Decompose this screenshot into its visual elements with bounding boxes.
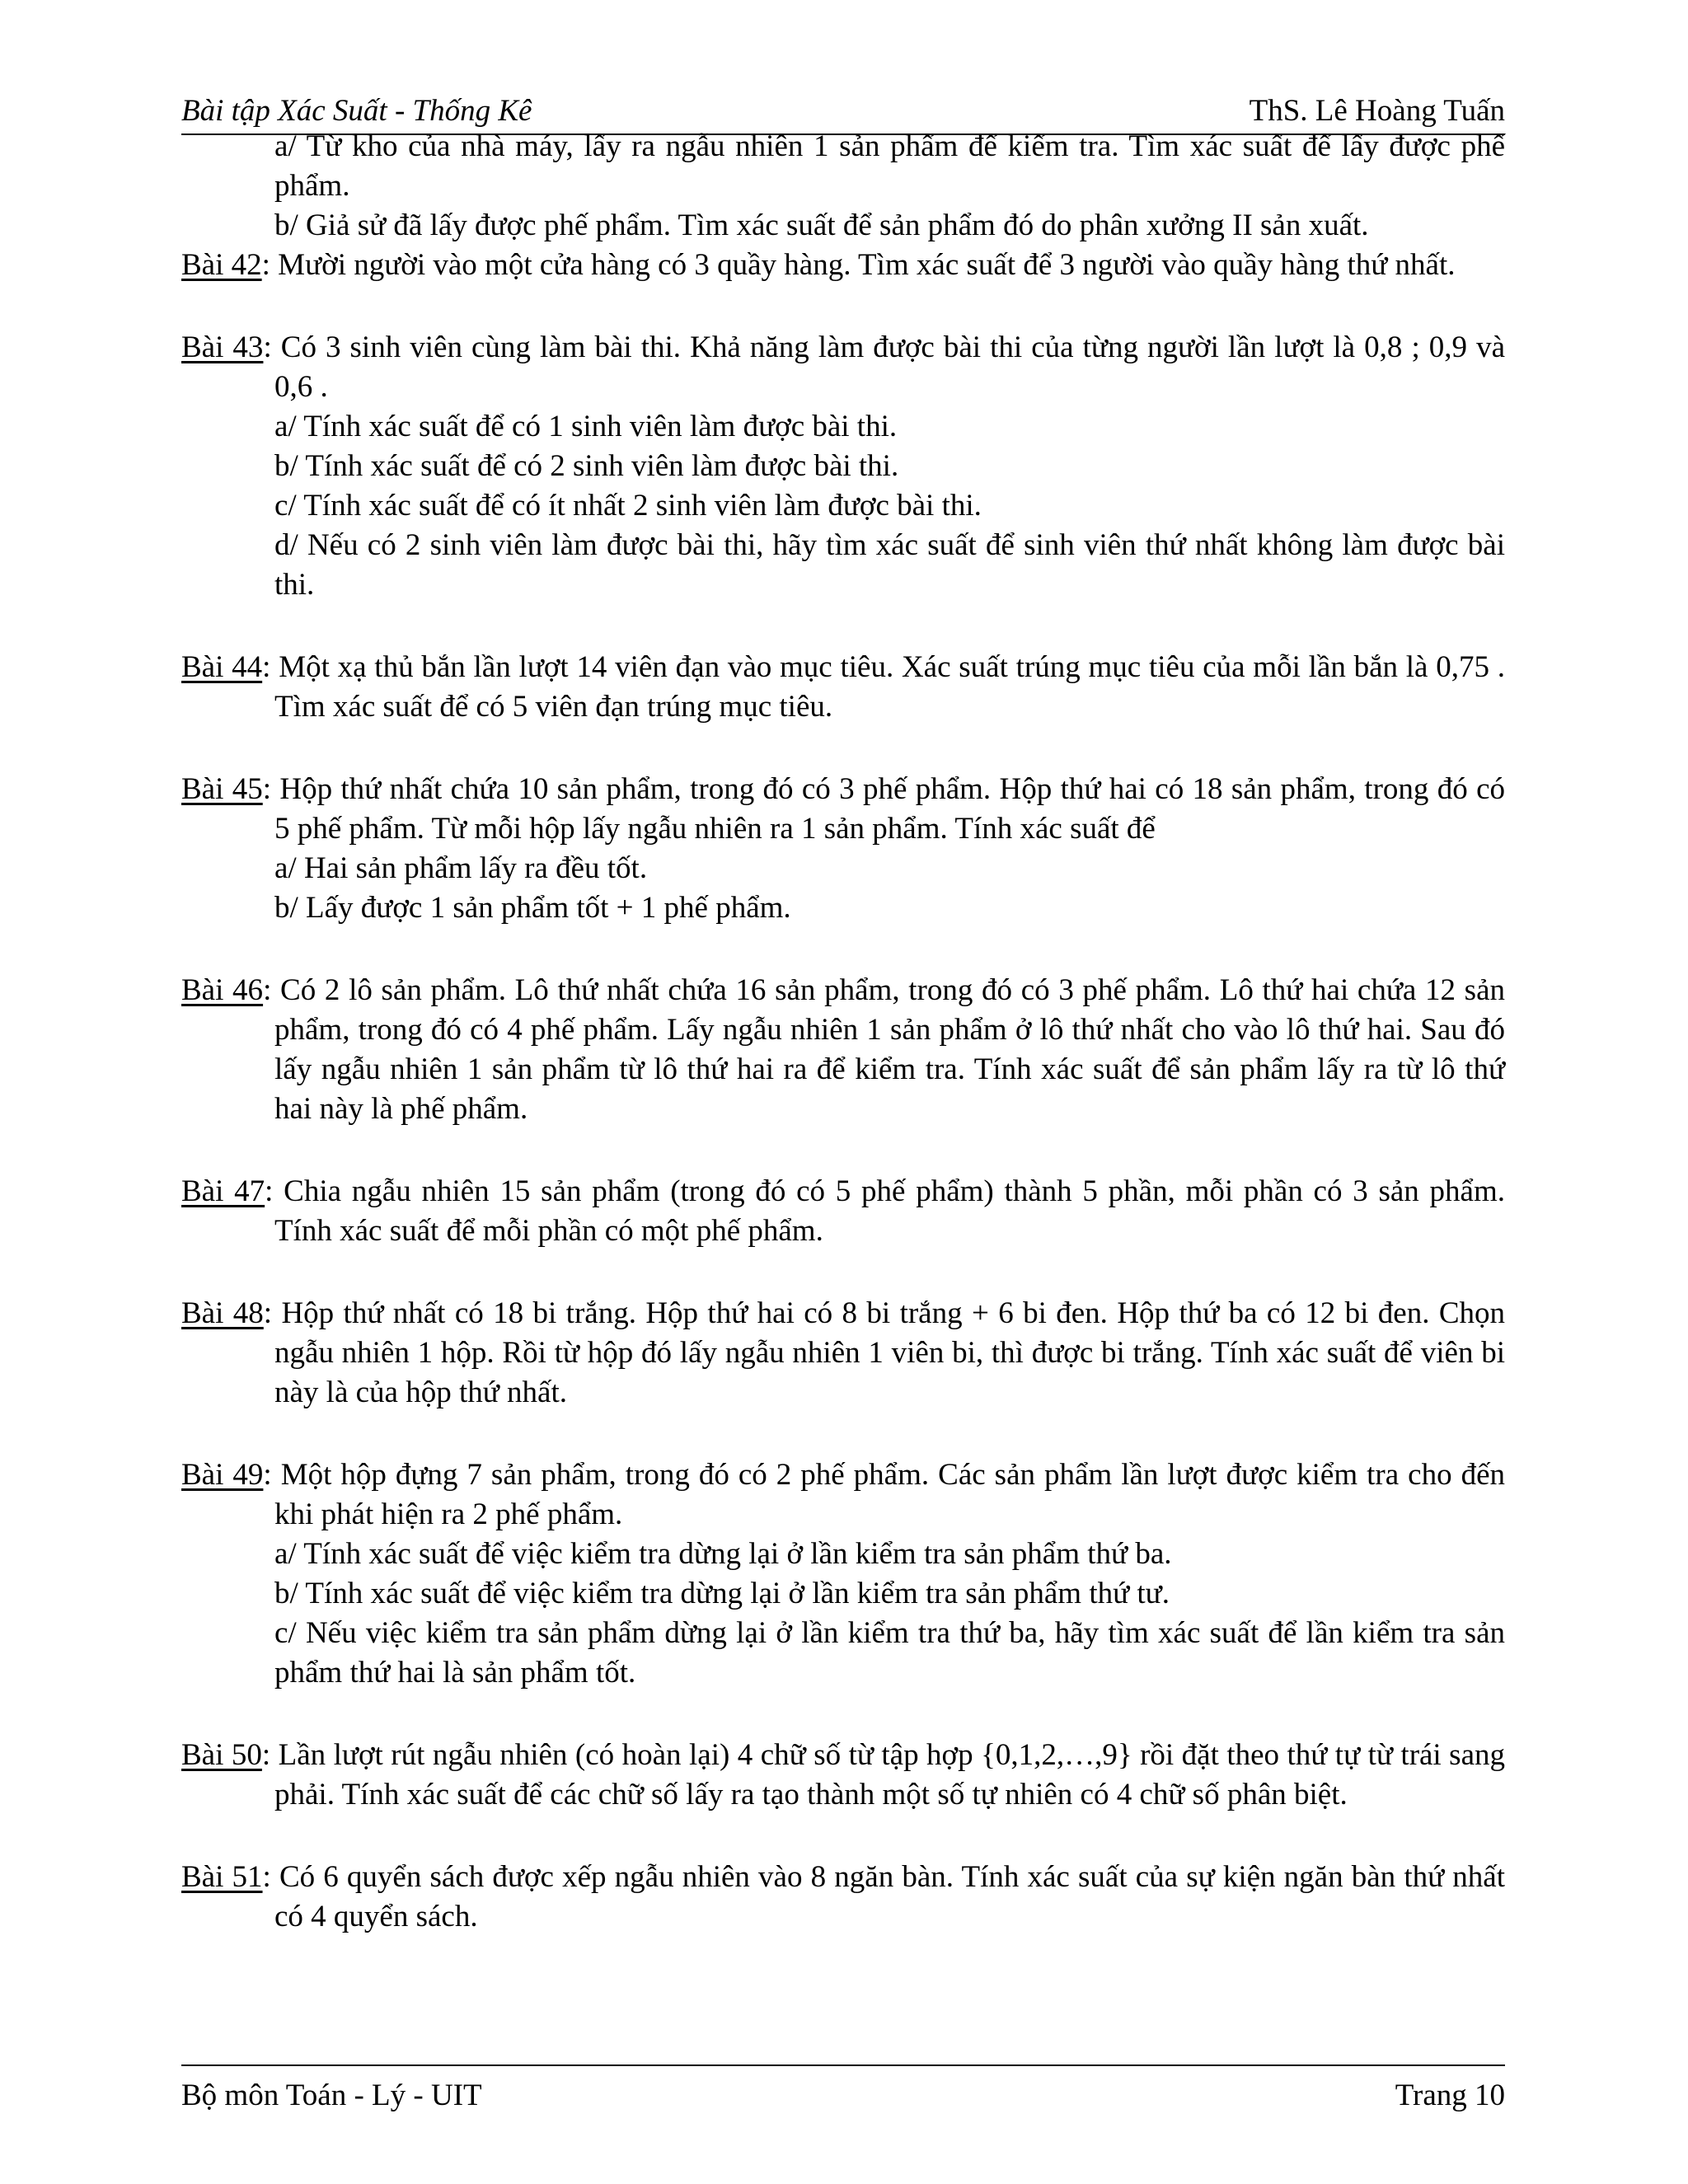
problem-label: Bài 42 (181, 248, 262, 282)
problem-subpart: d/ Nếu có 2 sinh viên làm được bài thi, hãy tìm xác suất để sinh viên thứ nhất không làm được bài thi. (274, 528, 1505, 602)
problem-block (181, 246, 1505, 285)
problem-block (181, 1736, 1505, 1815)
problem-statement (181, 648, 1505, 727)
problem-label: Bài 47 (181, 1174, 265, 1208)
problem-text: Mười người vào một cửa hàng có 3 quầy hàng. Tìm xác suất để 3 người vào quầy hàng thứ nhất. (278, 248, 1456, 282)
page-content (181, 127, 1505, 1937)
problem-label: Bài 48 (181, 1296, 264, 1330)
problem-statement (181, 328, 1505, 407)
problem-label: Bài 46 (181, 973, 264, 1007)
problem-label: Bài 50 (181, 1738, 262, 1772)
label-separator: : (261, 248, 279, 282)
header-author: ThS. Lê Hoàng Tuấn (1249, 94, 1505, 128)
footer-department: Bộ môn Toán - Lý - UIT (181, 2079, 482, 2112)
problem-statement (181, 246, 1505, 285)
problem-subpart: c/ Tính xác suất để có ít nhất 2 sinh viên làm được bài thi. (274, 489, 982, 523)
problem-statement (181, 1294, 1505, 1413)
problem-text: Một hộp đựng 7 sản phẩm, trong đó có 2 phế phẩm. Các sản phẩm lần lượt được kiểm tra cho đến khi phát hiện ra 2 phế phẩm. (274, 1458, 1505, 1531)
label-separator: : (263, 973, 281, 1007)
label-separator: : (262, 772, 280, 806)
continued-part-a: a/ Từ kho của nhà máy, lấy ra ngẫu nhiên 1 sản phẩm để kiểm tra. Tìm xác suất để lấy được phế phẩm. (274, 129, 1505, 203)
problem-subpart: b/ Lấy được 1 sản phẩm tốt + 1 phế phẩm. (274, 891, 791, 925)
continued-problem (181, 127, 1505, 246)
problem-statement (181, 1455, 1505, 1535)
problem-text: Hộp thứ nhất chứa 10 sản phẩm, trong đó có 3 phế phẩm. Hộp thứ hai có 18 sản phẩm, trong đó có 5 phế phẩm. Từ mỗi hộp lấy ngẫu nhiên ra 1 sản phẩm. Tính xác suất để (274, 772, 1505, 846)
problem-statement (181, 770, 1505, 849)
label-separator: : (263, 330, 281, 364)
problem-label: Bài 45 (181, 772, 263, 806)
problem-block (181, 971, 1505, 1129)
problem-statement (181, 1736, 1505, 1815)
problem-text: Một xạ thủ bắn lần lượt 14 viên đạn vào mục tiêu. Xác suất trúng mục tiêu của mỗi lần bắn là 0,75 . Tìm xác suất để có 5 viên đạn trúng mục tiêu. (274, 650, 1505, 724)
problem-statement (181, 971, 1505, 1129)
page-footer (181, 2064, 1505, 2112)
problem-block (181, 1294, 1505, 1413)
problem-block (181, 770, 1505, 928)
problem-text: Có 2 lô sản phẩm. Lô thứ nhất chứa 16 sản phẩm, trong đó có 3 phế phẩm. Lô thứ hai chứa 12 sản phẩm, trong đó có 4 phế phẩm. Lấy ngẫu nhiên 1 sản phẩm ở lô thứ nhất cho vào lô thứ hai. Sau đó lấy ngẫu nhiên 1 sản phẩm từ lô thứ hai ra để kiểm tra. Tính xác suất để sản phẩm lấy ra từ lô thứ hai này là phế phẩm. (274, 973, 1505, 1126)
label-separator: : (263, 1296, 282, 1330)
problem-label: Bài 49 (181, 1458, 264, 1492)
problem-text: Hộp thứ nhất có 18 bi trắng. Hộp thứ hai có 8 bi trắng + 6 bi đen. Hộp thứ ba có 12 bi đen. Chọn ngẫu nhiên 1 hộp. Rồi từ hộp đó lấy ngẫu nhiên 1 viên bi, thì được bi trắng. Tính xác suất để viên bi này là của hộp thứ nhất. (274, 1296, 1506, 1409)
problem-subpart: a/ Tính xác suất để việc kiểm tra dừng lại ở lần kiểm tra sản phẩm thứ ba. (274, 1537, 1172, 1571)
problem-text: Có 6 quyển sách được xếp ngẫu nhiên vào 8 ngăn bàn. Tính xác suất của sự kiện ngăn bàn thứ nhất có 4 quyển sách. (274, 1860, 1505, 1933)
problem-statement (181, 1172, 1505, 1251)
label-separator: : (262, 1860, 279, 1894)
problem-subpart: a/ Hai sản phẩm lấy ra đều tốt. (274, 851, 648, 885)
problem-block (181, 648, 1505, 727)
problem-subpart: b/ Tính xác suất để việc kiểm tra dừng lại ở lần kiểm tra sản phẩm thứ tư. (274, 1577, 1170, 1610)
problem-label: Bài 43 (181, 330, 264, 364)
problem-subpart: b/ Tính xác suất để có 2 sinh viên làm được bài thi. (274, 449, 899, 483)
label-separator: : (263, 1458, 281, 1492)
problem-block (181, 1455, 1505, 1693)
problem-text: Có 3 sinh viên cùng làm bài thi. Khả năng làm được bài thi của từng người lần lượt là 0,8 ; 0,9 và 0,6 . (274, 330, 1505, 404)
footer-page-number: Trang 10 (1395, 2079, 1505, 2112)
label-separator: : (265, 1174, 284, 1208)
problem-statement (181, 1858, 1505, 1937)
problem-block (181, 1858, 1505, 1937)
problem-subpart: a/ Tính xác suất để có 1 sinh viên làm được bài thi. (274, 410, 898, 443)
problem-text: Chia ngẫu nhiên 15 sản phẩm (trong đó có 5 phế phẩm) thành 5 phần, mỗi phần có 3 sản phẩm. Tính xác suất để mỗi phần có một phế phẩm. (274, 1174, 1506, 1248)
label-separator: : (261, 1738, 279, 1772)
header-course-title: Bài tập Xác Suất - Thống Kê (181, 94, 532, 128)
problem-label: Bài 51 (181, 1860, 263, 1894)
continued-part-b: b/ Giả sử đã lấy được phế phẩm. Tìm xác suất để sản phẩm đó do phân xưởng II sản xuất. (274, 209, 1369, 242)
problem-text: Lần lượt rút ngẫu nhiên (có hoàn lại) 4 chữ số từ tập hợp {0,1,2,…,9} rồi đặt theo thứ tự từ trái sang phải. Tính xác suất để các chữ số lấy ra tạo thành một số tự nhiên có 4 chữ số phân biệt. (274, 1738, 1506, 1811)
problem-block (181, 1172, 1505, 1251)
problem-label: Bài 44 (181, 650, 263, 684)
problem-subpart: c/ Nếu việc kiểm tra sản phẩm dừng lại ở lần kiểm tra thứ ba, hãy tìm xác suất để lần kiểm tra sản phẩm thứ hai là sản phẩm tốt. (274, 1616, 1505, 1690)
label-separator: : (262, 650, 279, 684)
problem-block (181, 328, 1505, 605)
problem-list (181, 246, 1505, 1937)
